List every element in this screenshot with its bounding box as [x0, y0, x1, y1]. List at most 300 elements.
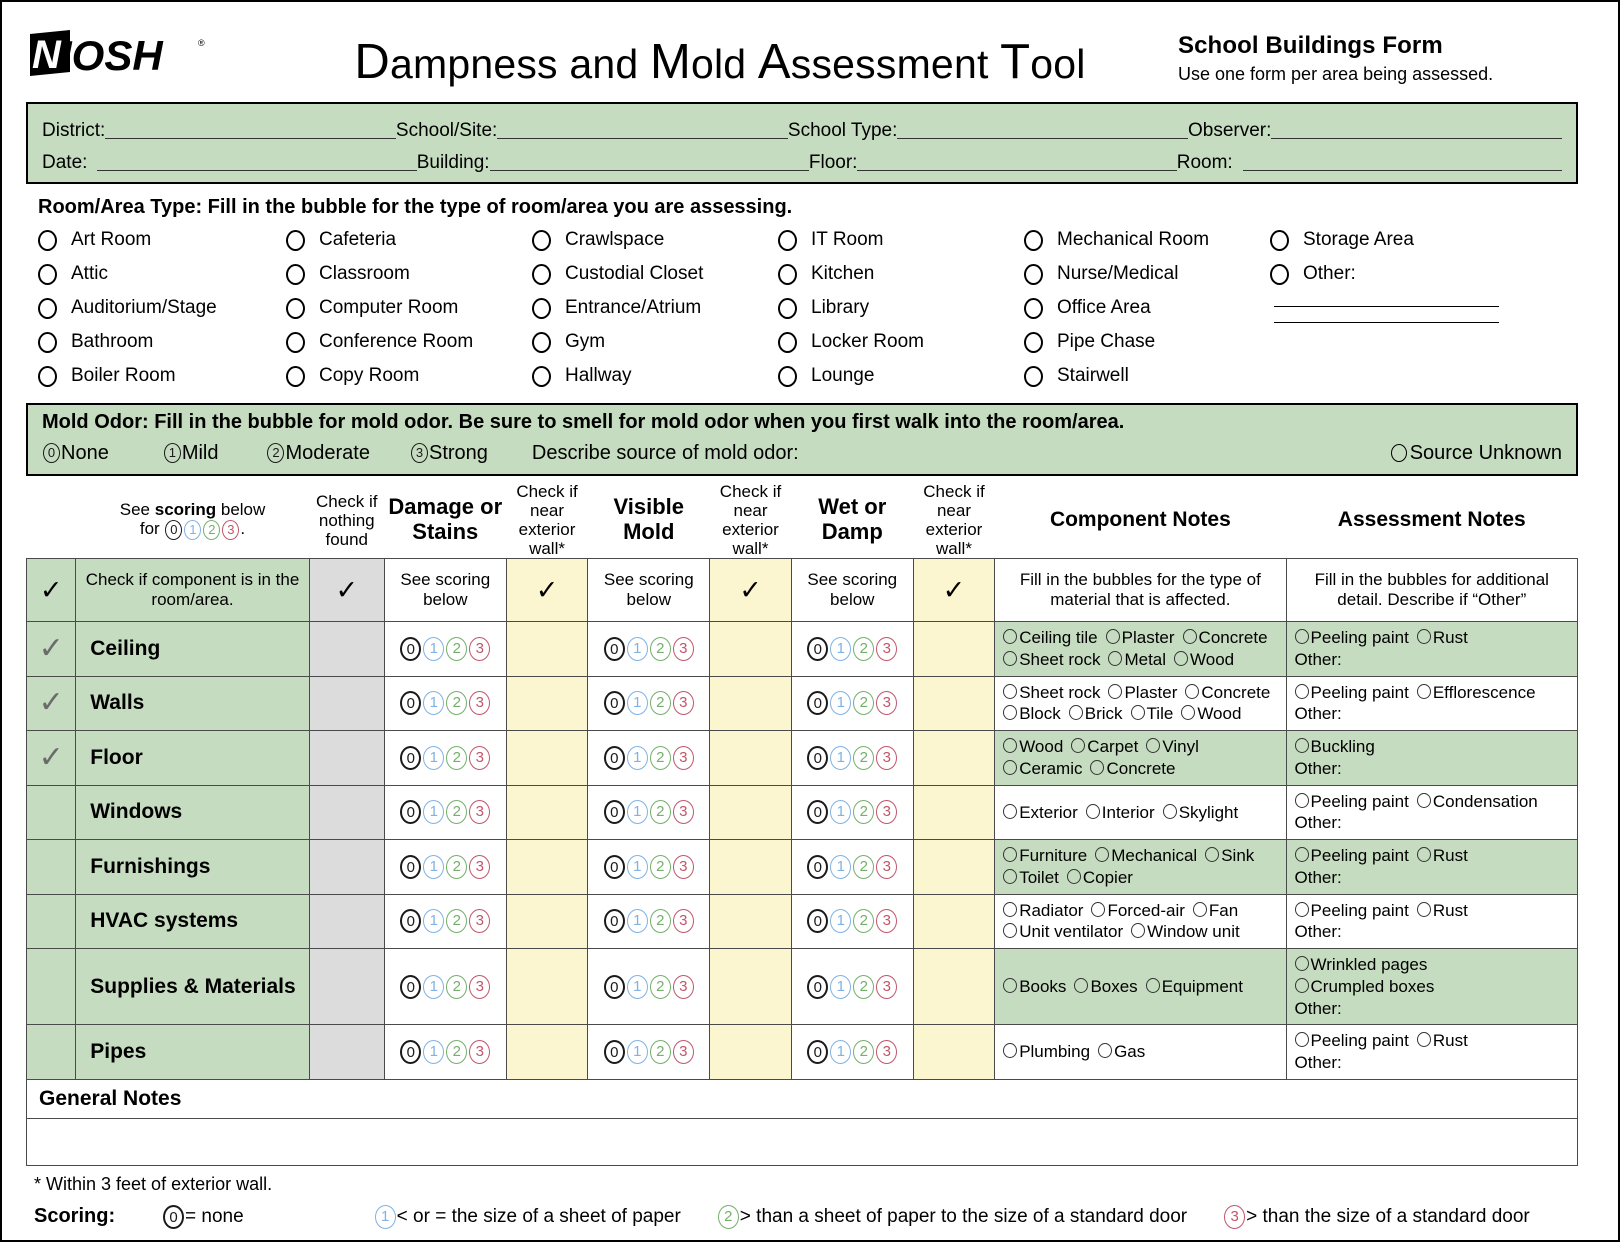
- room-type-option[interactable]: [532, 257, 778, 291]
- option-bubble[interactable]: [1185, 684, 1199, 699]
- option-bubble[interactable]: [1003, 684, 1017, 699]
- room-type-option[interactable]: [38, 359, 286, 393]
- visible-mold-near-wall-cell[interactable]: [710, 676, 791, 731]
- notes-option[interactable]: [1108, 683, 1177, 702]
- room-type-option[interactable]: [778, 223, 1024, 257]
- room-type-option[interactable]: [1024, 257, 1270, 291]
- option-bubble[interactable]: [1417, 847, 1431, 862]
- radio-bubble[interactable]: [1024, 332, 1043, 353]
- score-1-bubble[interactable]: 1: [830, 746, 851, 770]
- option-bubble[interactable]: [1091, 902, 1105, 917]
- notes-option[interactable]: [1090, 759, 1175, 778]
- other-label[interactable]: Other:: [1294, 758, 1342, 778]
- option-bubble[interactable]: [1295, 978, 1309, 993]
- room-type-option[interactable]: [778, 359, 1024, 393]
- other-label[interactable]: Other:: [1294, 704, 1342, 724]
- score-2-bubble[interactable]: 2: [853, 800, 874, 824]
- option-bubble[interactable]: [1295, 793, 1309, 808]
- room-type-option[interactable]: [38, 291, 286, 325]
- notes-option[interactable]: [1003, 737, 1063, 756]
- score-0-bubble[interactable]: 0: [807, 909, 828, 933]
- score-3-bubble[interactable]: 3: [469, 975, 490, 999]
- nothing-found-checkbox[interactable]: [309, 676, 384, 731]
- room-type-option[interactable]: [1024, 223, 1270, 257]
- score-2-bubble[interactable]: 2: [650, 1040, 671, 1064]
- score-1-bubble[interactable]: 1: [830, 975, 851, 999]
- notes-option[interactable]: [1106, 628, 1175, 647]
- score-1-bubble[interactable]: 1: [830, 855, 851, 879]
- score-1-bubble[interactable]: 1: [423, 909, 444, 933]
- notes-option[interactable]: [1146, 737, 1199, 756]
- radio-bubble[interactable]: [286, 366, 305, 387]
- score-2-bubble[interactable]: 2: [446, 855, 467, 879]
- other-label[interactable]: Other:: [1294, 813, 1342, 833]
- radio-bubble[interactable]: [532, 264, 551, 285]
- room-type-option[interactable]: [286, 325, 532, 359]
- score-0-bubble[interactable]: 0: [807, 855, 828, 879]
- district-input[interactable]: [105, 118, 396, 139]
- score-1-bubble[interactable]: 1: [830, 800, 851, 824]
- wet-damp-near-wall-cell[interactable]: [913, 949, 994, 1025]
- score-1-bubble[interactable]: 1: [830, 909, 851, 933]
- nothing-found-checkbox[interactable]: [309, 894, 384, 949]
- option-bubble[interactable]: [1003, 902, 1017, 917]
- radio-bubble[interactable]: [286, 332, 305, 353]
- notes-option[interactable]: [1003, 759, 1082, 778]
- radio-bubble[interactable]: [532, 230, 551, 251]
- score-2-bubble[interactable]: 2: [853, 909, 874, 933]
- room-type-option[interactable]: [532, 291, 778, 325]
- other-label[interactable]: Other:: [1294, 998, 1342, 1018]
- notes-option[interactable]: [1003, 650, 1100, 669]
- room-type-option[interactable]: [532, 359, 778, 393]
- score-1-bubble[interactable]: 1: [423, 691, 444, 715]
- mold-odor-option-moderate[interactable]: [266, 442, 370, 465]
- notes-option[interactable]: [1417, 901, 1468, 920]
- wet-damp-near-wall-cell[interactable]: [913, 1025, 994, 1080]
- score-1-bubble[interactable]: 1: [830, 637, 851, 661]
- component-present-checkbox[interactable]: [27, 622, 76, 677]
- option-bubble[interactable]: [1108, 684, 1122, 699]
- damage-near-wall-cell[interactable]: [506, 731, 587, 786]
- score-2-bubble[interactable]: 2: [650, 909, 671, 933]
- option-bubble[interactable]: [1193, 902, 1207, 917]
- option-bubble[interactable]: [1181, 705, 1195, 720]
- score-2-bubble[interactable]: 2: [853, 855, 874, 879]
- notes-option[interactable]: [1295, 737, 1375, 756]
- score-1-bubble[interactable]: 1: [627, 637, 648, 661]
- score-3-bubble[interactable]: 3: [876, 855, 897, 879]
- radio-bubble[interactable]: [38, 230, 57, 251]
- option-bubble[interactable]: [1131, 923, 1145, 938]
- radio-bubble[interactable]: [286, 264, 305, 285]
- radio-bubble[interactable]: [532, 298, 551, 319]
- score-1-bubble[interactable]: 1: [627, 800, 648, 824]
- score-3-bubble[interactable]: 3: [876, 800, 897, 824]
- score-2-bubble[interactable]: 2: [446, 1040, 467, 1064]
- score-1-bubble[interactable]: 1: [830, 691, 851, 715]
- score-3-bubble[interactable]: 3: [673, 1040, 694, 1064]
- room-type-option[interactable]: [1024, 291, 1270, 325]
- option-bubble[interactable]: [1295, 738, 1309, 753]
- score-0-bubble[interactable]: 0: [807, 800, 828, 824]
- radio-bubble[interactable]: [778, 230, 797, 251]
- visible-mold-near-wall-cell[interactable]: [710, 894, 791, 949]
- score-2-bubble[interactable]: 2: [650, 975, 671, 999]
- notes-option[interactable]: [1067, 868, 1133, 887]
- option-bubble[interactable]: [1090, 760, 1104, 775]
- score-2-bubble[interactable]: 2: [650, 637, 671, 661]
- component-present-checkbox[interactable]: [27, 785, 76, 840]
- score-1-bubble[interactable]: 1: [423, 1040, 444, 1064]
- score-0-bubble[interactable]: 0: [604, 691, 625, 715]
- score-2-bubble[interactable]: 2: [853, 746, 874, 770]
- wet-damp-near-wall-cell[interactable]: [913, 731, 994, 786]
- notes-option[interactable]: [1295, 846, 1409, 865]
- radio-bubble[interactable]: [38, 298, 57, 319]
- score-3-bubble[interactable]: 3: [469, 691, 490, 715]
- score-2-bubble[interactable]: 2: [853, 691, 874, 715]
- score-0-bubble[interactable]: 0: [604, 855, 625, 879]
- score-3-bubble[interactable]: 3: [876, 909, 897, 933]
- score-1-bubble[interactable]: 1: [627, 746, 648, 770]
- room-type-option[interactable]: [286, 359, 532, 393]
- damage-near-wall-cell[interactable]: [506, 840, 587, 895]
- notes-option[interactable]: [1091, 901, 1184, 920]
- option-bubble[interactable]: [1205, 847, 1219, 862]
- score-2-bubble[interactable]: 2: [446, 800, 467, 824]
- option-bubble[interactable]: [1069, 705, 1083, 720]
- score-0-bubble[interactable]: 0: [604, 975, 625, 999]
- radio-bubble[interactable]: [1024, 366, 1043, 387]
- score-0-bubble[interactable]: 0: [400, 746, 421, 770]
- option-bubble[interactable]: [1086, 804, 1100, 819]
- notes-option[interactable]: [1417, 792, 1538, 811]
- notes-option[interactable]: [1003, 628, 1097, 647]
- score-1-bubble[interactable]: 1: [627, 909, 648, 933]
- notes-option[interactable]: [1003, 1042, 1090, 1061]
- option-bubble[interactable]: [1417, 793, 1431, 808]
- room-type-option[interactable]: [38, 223, 286, 257]
- score-3-bubble[interactable]: 3: [469, 746, 490, 770]
- option-bubble[interactable]: [1067, 869, 1081, 884]
- radio-bubble[interactable]: [1270, 230, 1289, 251]
- score-0-bubble[interactable]: 0: [807, 1040, 828, 1064]
- notes-option[interactable]: [1131, 922, 1240, 941]
- component-present-checkbox[interactable]: [27, 894, 76, 949]
- option-bubble[interactable]: [1003, 629, 1017, 644]
- score-3-bubble[interactable]: 3: [673, 909, 694, 933]
- notes-option[interactable]: [1185, 683, 1270, 702]
- score-3-bubble[interactable]: 3: [673, 691, 694, 715]
- visible-mold-near-wall-cell[interactable]: [710, 731, 791, 786]
- score-1-bubble[interactable]: 1: [627, 691, 648, 715]
- notes-option[interactable]: [1071, 737, 1138, 756]
- component-present-checkbox[interactable]: [27, 840, 76, 895]
- room-type-option[interactable]: [778, 291, 1024, 325]
- floor-input[interactable]: [857, 150, 1176, 171]
- notes-option[interactable]: [1086, 803, 1155, 822]
- notes-option[interactable]: [1095, 846, 1197, 865]
- radio-bubble[interactable]: [1024, 298, 1043, 319]
- option-bubble[interactable]: [1003, 760, 1017, 775]
- damage-near-wall-cell[interactable]: [506, 622, 587, 677]
- visible-mold-near-wall-cell[interactable]: [710, 622, 791, 677]
- option-bubble[interactable]: [1131, 705, 1145, 720]
- score-2-bubble[interactable]: 2: [650, 691, 671, 715]
- nothing-found-checkbox[interactable]: [309, 840, 384, 895]
- room-type-option[interactable]: [286, 291, 532, 325]
- notes-option[interactable]: [1417, 683, 1536, 702]
- notes-option[interactable]: [1003, 803, 1078, 822]
- score-2-bubble[interactable]: 2: [650, 855, 671, 879]
- room-type-option[interactable]: [532, 223, 778, 257]
- option-bubble[interactable]: [1074, 978, 1088, 993]
- notes-option[interactable]: [1295, 628, 1409, 647]
- school-type-input[interactable]: [897, 118, 1188, 139]
- observer-input[interactable]: [1271, 118, 1562, 139]
- option-bubble[interactable]: [1003, 738, 1017, 753]
- radio-bubble[interactable]: [38, 264, 57, 285]
- room-type-option[interactable]: [38, 325, 286, 359]
- notes-option[interactable]: [1295, 977, 1435, 996]
- option-bubble[interactable]: [1295, 847, 1309, 862]
- option-bubble[interactable]: [1003, 705, 1017, 720]
- option-bubble[interactable]: [1295, 1032, 1309, 1047]
- radio-bubble[interactable]: [778, 298, 797, 319]
- score-0-bubble[interactable]: 0: [807, 637, 828, 661]
- score-1-bubble[interactable]: 1: [423, 637, 444, 661]
- notes-option[interactable]: [1003, 704, 1061, 723]
- notes-option[interactable]: [1193, 901, 1238, 920]
- score-1-bubble[interactable]: 1: [830, 1040, 851, 1064]
- radio-bubble[interactable]: [286, 298, 305, 319]
- radio-bubble[interactable]: [1270, 264, 1289, 285]
- notes-option[interactable]: [1098, 1042, 1145, 1061]
- score-2-bubble[interactable]: 2: [446, 691, 467, 715]
- room-type-option[interactable]: [532, 325, 778, 359]
- score-0-bubble[interactable]: 0: [400, 855, 421, 879]
- notes-option[interactable]: [1417, 846, 1468, 865]
- score-1-bubble[interactable]: 1: [627, 975, 648, 999]
- score-3-bubble[interactable]: 3: [469, 909, 490, 933]
- notes-option[interactable]: [1181, 704, 1241, 723]
- radio-bubble[interactable]: [778, 332, 797, 353]
- score-1-bubble[interactable]: 1: [423, 800, 444, 824]
- score-0-bubble[interactable]: 0: [400, 909, 421, 933]
- notes-option[interactable]: [1074, 977, 1137, 996]
- score-0-bubble[interactable]: 0: [807, 975, 828, 999]
- score-3-bubble[interactable]: 3: [876, 1040, 897, 1064]
- option-bubble[interactable]: [1174, 651, 1188, 666]
- score-2-bubble[interactable]: 2: [650, 746, 671, 770]
- score-3-bubble[interactable]: 3: [673, 746, 694, 770]
- score-2-bubble[interactable]: 2: [650, 800, 671, 824]
- score-2-bubble[interactable]: 2: [446, 909, 467, 933]
- score-3-bubble[interactable]: 3: [876, 637, 897, 661]
- option-bubble[interactable]: [1295, 684, 1309, 699]
- radio-bubble[interactable]: [38, 366, 57, 387]
- school-site-input[interactable]: [497, 118, 788, 139]
- score-2-bubble[interactable]: 2: [446, 637, 467, 661]
- notes-option[interactable]: [1174, 650, 1234, 669]
- score-2-bubble[interactable]: 2: [446, 975, 467, 999]
- option-bubble[interactable]: [1417, 629, 1431, 644]
- option-bubble[interactable]: [1183, 629, 1197, 644]
- option-bubble[interactable]: [1163, 804, 1177, 819]
- score-3-bubble[interactable]: 3: [673, 637, 694, 661]
- radio-bubble[interactable]: [38, 332, 57, 353]
- score-0-bubble[interactable]: 0: [604, 746, 625, 770]
- component-present-checkbox[interactable]: [27, 949, 76, 1025]
- radio-bubble[interactable]: [778, 264, 797, 285]
- notes-option[interactable]: [1295, 901, 1409, 920]
- notes-option[interactable]: [1163, 803, 1239, 822]
- nothing-found-checkbox[interactable]: [309, 1025, 384, 1080]
- score-3-bubble[interactable]: 3: [876, 975, 897, 999]
- option-bubble[interactable]: [1106, 629, 1120, 644]
- radio-bubble[interactable]: [778, 366, 797, 387]
- option-bubble[interactable]: [1417, 1032, 1431, 1047]
- notes-option[interactable]: [1003, 846, 1087, 865]
- wet-damp-near-wall-cell[interactable]: [913, 676, 994, 731]
- component-present-checkbox[interactable]: [27, 1025, 76, 1080]
- option-bubble[interactable]: [1003, 1043, 1017, 1058]
- score-0-bubble[interactable]: 0: [400, 691, 421, 715]
- nothing-found-checkbox[interactable]: [309, 622, 384, 677]
- score-2-bubble[interactable]: 2: [446, 746, 467, 770]
- notes-option[interactable]: [1003, 868, 1059, 887]
- other-label[interactable]: Other:: [1294, 922, 1342, 942]
- visible-mold-near-wall-cell[interactable]: [710, 785, 791, 840]
- score-3-bubble[interactable]: 3: [469, 1040, 490, 1064]
- mold-odor-option-strong[interactable]: [410, 442, 488, 465]
- mold-odor-option-none[interactable]: [42, 442, 109, 465]
- option-bubble[interactable]: [1417, 902, 1431, 917]
- option-bubble[interactable]: [1098, 1043, 1112, 1058]
- option-bubble[interactable]: [1003, 804, 1017, 819]
- damage-near-wall-cell[interactable]: [506, 949, 587, 1025]
- radio-bubble[interactable]: [1024, 230, 1043, 251]
- option-bubble[interactable]: [1295, 956, 1309, 971]
- notes-option[interactable]: [1003, 901, 1083, 920]
- nothing-found-checkbox[interactable]: [309, 949, 384, 1025]
- damage-near-wall-cell[interactable]: [506, 676, 587, 731]
- score-1-bubble[interactable]: 1: [164, 443, 181, 463]
- score-3-bubble[interactable]: 3: [673, 800, 694, 824]
- notes-option[interactable]: [1003, 977, 1066, 996]
- score-1-bubble[interactable]: 1: [423, 975, 444, 999]
- notes-option[interactable]: [1146, 977, 1243, 996]
- score-1-bubble[interactable]: 1: [627, 855, 648, 879]
- room-type-option[interactable]: [1024, 359, 1270, 393]
- option-bubble[interactable]: [1003, 923, 1017, 938]
- option-bubble[interactable]: [1295, 902, 1309, 917]
- score-2-bubble[interactable]: 2: [853, 637, 874, 661]
- score-0-bubble[interactable]: 0: [400, 975, 421, 999]
- option-bubble[interactable]: [1295, 629, 1309, 644]
- wet-damp-near-wall-cell[interactable]: [913, 622, 994, 677]
- date-input[interactable]: [97, 150, 416, 171]
- other-label[interactable]: Other:: [1294, 1053, 1342, 1073]
- option-bubble[interactable]: [1003, 978, 1017, 993]
- notes-option[interactable]: [1295, 955, 1428, 974]
- score-0-bubble[interactable]: 0: [400, 800, 421, 824]
- option-bubble[interactable]: [1095, 847, 1109, 862]
- other-label[interactable]: Other:: [1294, 649, 1342, 669]
- score-0-bubble[interactable]: 0: [604, 800, 625, 824]
- score-1-bubble[interactable]: 1: [423, 746, 444, 770]
- score-3-bubble[interactable]: 3: [469, 855, 490, 879]
- room-type-option[interactable]: [286, 257, 532, 291]
- visible-mold-near-wall-cell[interactable]: [710, 1025, 791, 1080]
- score-0-bubble[interactable]: 0: [400, 637, 421, 661]
- score-3-bubble[interactable]: 3: [673, 975, 694, 999]
- score-2-bubble[interactable]: 2: [853, 975, 874, 999]
- room-type-option[interactable]: [1270, 223, 1520, 257]
- other-label[interactable]: Other:: [1294, 867, 1342, 887]
- room-type-option[interactable]: [38, 257, 286, 291]
- option-bubble[interactable]: [1071, 738, 1085, 753]
- radio-bubble[interactable]: [532, 366, 551, 387]
- score-3-bubble[interactable]: 3: [469, 637, 490, 661]
- score-3-bubble[interactable]: 3: [469, 800, 490, 824]
- wet-damp-near-wall-cell[interactable]: [913, 840, 994, 895]
- notes-option[interactable]: [1295, 683, 1409, 702]
- option-bubble[interactable]: [1108, 651, 1122, 666]
- notes-option[interactable]: [1069, 704, 1123, 723]
- radio-bubble[interactable]: [1024, 264, 1043, 285]
- source-unknown-bubble[interactable]: [1391, 444, 1407, 462]
- component-present-checkbox[interactable]: [27, 731, 76, 786]
- room-type-option[interactable]: [1024, 325, 1270, 359]
- damage-near-wall-cell[interactable]: [506, 894, 587, 949]
- option-bubble[interactable]: [1146, 738, 1160, 753]
- notes-option[interactable]: [1183, 628, 1268, 647]
- notes-option[interactable]: [1205, 846, 1254, 865]
- room-type-option[interactable]: [1270, 257, 1520, 291]
- radio-bubble[interactable]: [286, 230, 305, 251]
- score-0-bubble[interactable]: 0: [400, 1040, 421, 1064]
- building-input[interactable]: [490, 150, 809, 171]
- score-0-bubble[interactable]: 0: [604, 1040, 625, 1064]
- option-bubble[interactable]: [1003, 869, 1017, 884]
- component-present-checkbox[interactable]: [27, 676, 76, 731]
- visible-mold-near-wall-cell[interactable]: [710, 949, 791, 1025]
- score-0-bubble[interactable]: 0: [807, 746, 828, 770]
- notes-option[interactable]: [1417, 628, 1468, 647]
- radio-bubble[interactable]: [532, 332, 551, 353]
- score-3-bubble[interactable]: 3: [411, 443, 428, 463]
- score-2-bubble[interactable]: 2: [853, 1040, 874, 1064]
- option-bubble[interactable]: [1417, 684, 1431, 699]
- option-bubble[interactable]: [1003, 651, 1017, 666]
- score-3-bubble[interactable]: 3: [673, 855, 694, 879]
- source-unknown-option[interactable]: [1391, 442, 1562, 465]
- score-3-bubble[interactable]: 3: [876, 691, 897, 715]
- notes-option[interactable]: [1295, 1031, 1409, 1050]
- notes-option[interactable]: [1295, 792, 1409, 811]
- room-input[interactable]: [1243, 150, 1562, 171]
- notes-option[interactable]: [1417, 1031, 1468, 1050]
- notes-option[interactable]: [1003, 683, 1100, 702]
- damage-near-wall-cell[interactable]: [506, 785, 587, 840]
- nothing-found-checkbox[interactable]: [309, 785, 384, 840]
- score-2-bubble[interactable]: 2: [267, 443, 284, 463]
- visible-mold-near-wall-cell[interactable]: [710, 840, 791, 895]
- damage-near-wall-cell[interactable]: [506, 1025, 587, 1080]
- notes-option[interactable]: [1108, 650, 1166, 669]
